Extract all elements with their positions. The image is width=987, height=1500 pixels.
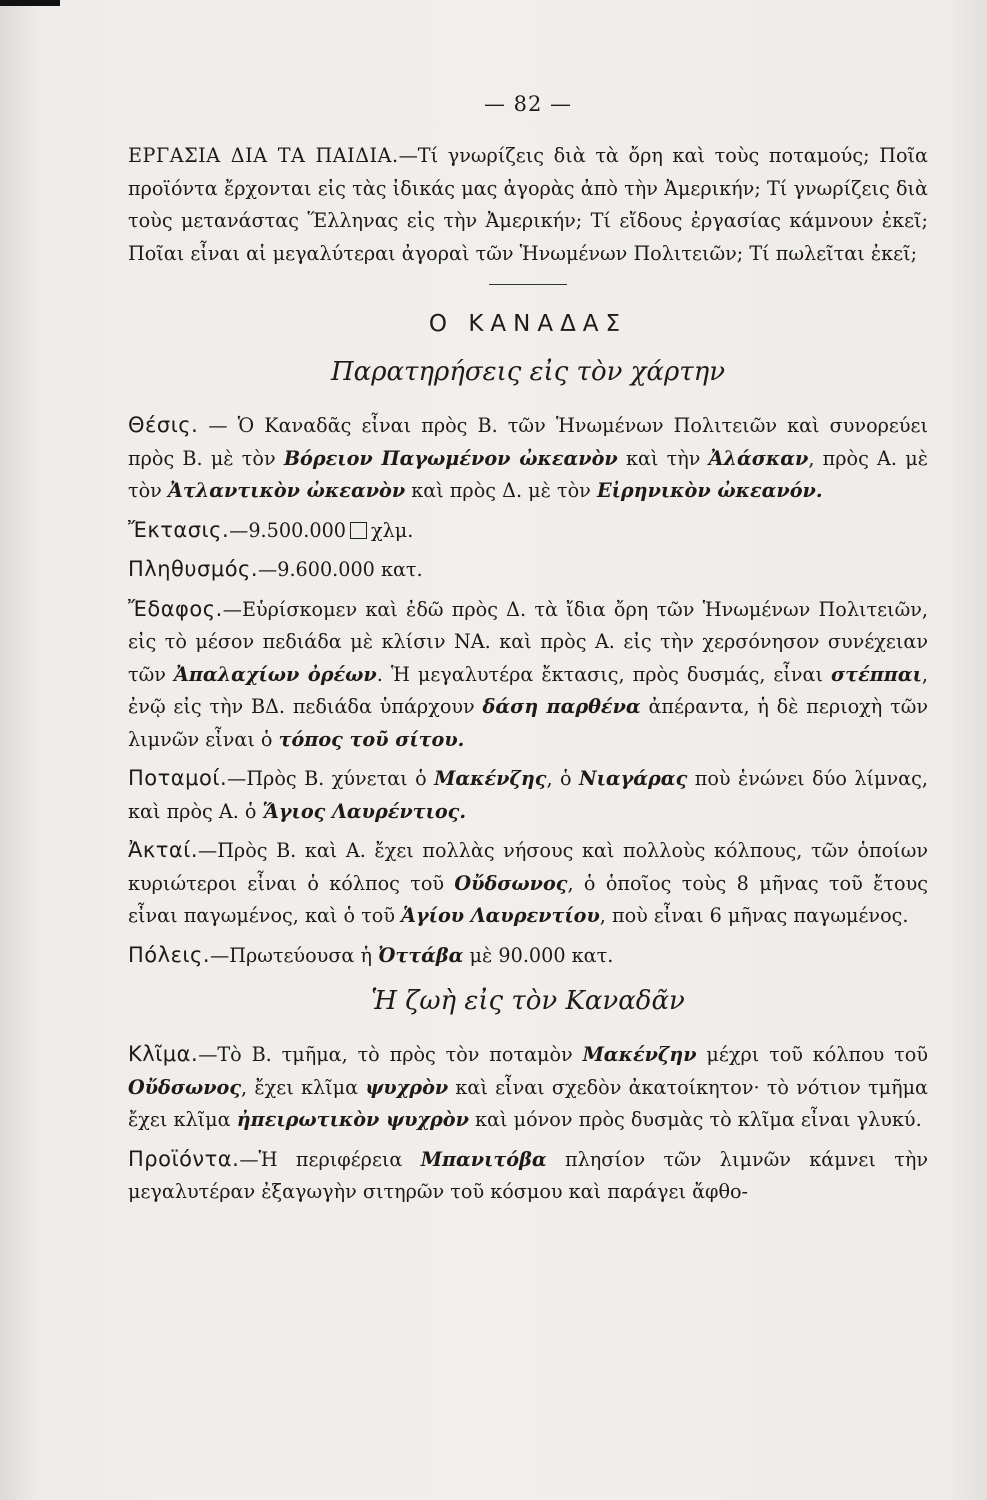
emphasis-run: δάση παρθένα [482, 695, 641, 718]
population-value: —9.600.000 κατ. [258, 558, 423, 581]
heading-population: Πληθυσμός. [128, 557, 259, 581]
square-symbol-icon [350, 522, 367, 539]
text-run: ἀπέραντα, ἡ δὲ περιοχὴ τῶν λιμνῶν εἶναι ὁ [128, 695, 929, 751]
paragraph-soil [128, 593, 928, 757]
heading-coasts: Ἀκταί. [128, 838, 199, 862]
heading-area: Ἔκτασις. [128, 517, 230, 542]
paragraph-rivers [128, 762, 928, 828]
heading-rivers: Ποταμοί. [128, 766, 228, 790]
emphasis-run: Ὀττάβα [378, 943, 464, 967]
text-run: —Εὑρίσκομεν καὶ ἐδῶ πρὸς Δ. τὰ ἴδια ὄρη τῶν Ἡνωμένων Πολιτειῶν, εἰς τὸ μέσον πεδιάδα μὲ κλίσιν ΝΑ. καὶ πρὸς Α. εἰς τὴν χερσόνησον συνέχειαν τῶν [128, 597, 928, 686]
subtitle-life-in-canada: Ἡ ζωὴ εἰς τὸν Καναδᾶν [371, 986, 685, 1016]
emphasis-run: Βόρειον Παγωμένον ὠκεανὸν [283, 446, 618, 470]
text-run: —Τὸ Β. τμῆμα, τὸ πρὸς τὸν ποταμὸν [198, 1043, 583, 1066]
text-run: μὲ 90.000 κατ. [463, 943, 614, 967]
emphasis-run: τόπος τοῦ σίτου. [278, 727, 465, 751]
emphasis-run: Ἀλάσκαν [708, 446, 809, 470]
text-run: ποὺ ἑνώνει δύο λίμνας, καὶ πρὸς Α. ὁ [128, 767, 928, 823]
paragraph-cities [128, 939, 928, 973]
text-run: , ἔχει κλῖμα [241, 1075, 366, 1099]
subtitle-map-observations: Παρατηρήσεις εἰς τὸν χάρτην [330, 357, 726, 387]
emphasis-run: ψυχρὸν [365, 1075, 449, 1099]
area-value: —9.500.000 [229, 518, 346, 542]
emphasis-run: Οὔδσωνος [454, 871, 568, 895]
emphasis-run: Ἁγίου Λαυρεντίου [401, 904, 600, 927]
paragraph-climate [128, 1038, 928, 1137]
heading-thesis: Θέσις. [128, 413, 199, 437]
section-title: Ο ΚΑΝΑΔΑΣ [428, 311, 628, 337]
text-run: , ὁ [546, 767, 580, 790]
heading-soil: Ἔδαφος. [128, 596, 223, 621]
paragraph-population [128, 553, 928, 587]
emphasis-run: Νιαγάρας [579, 767, 688, 790]
intro-paragraph [128, 140, 928, 270]
area-unit: χλμ. [371, 518, 414, 542]
emphasis-run: ἠπειρωτικὸν ψυχρὸν [236, 1108, 469, 1131]
emphasis-run: Μακένζης [434, 767, 547, 790]
intro-text: —Τί γνωρίζεις διὰ τὰ ὄρη καὶ τοὺς ποταμούς; Ποῖα προϊόντα ἔρχονται εἰς τὰς ἰδικάς μας ἀγορὰς ἀπὸ τὴν Ἀμερικήν; Τί γνωρίζεις διὰ τοὺς μετανάστας Ἕλληνας εἰς τὴν Ἀμερικήν; Τί εἴδους ἐργασίας κάμνουν ἐκεῖ; Ποῖαι εἶναι αἱ μεγαλύτεραι ἀγοραὶ τῶν Ἡνωμένων Πολιτειῶν; Τί πωλεῖται ἐκεῖ; [128, 144, 928, 265]
section-divider [489, 284, 567, 285]
emphasis-run: Ἀπαλαχίων ὀρέων [173, 662, 377, 686]
text-column [128, 92, 928, 1215]
text-run: . Ἡ μεγαλυτέρα ἔκτασις, πρὸς δυσμάς, εἶναι [376, 662, 832, 686]
emphasis-run: στέππαι [831, 662, 922, 686]
emphasis-run: Εἰρηνικὸν ὠκεανόν. [596, 479, 823, 502]
text-run: —Ἡ περιφέρεια [239, 1147, 421, 1171]
intro-lead: ΕΡΓΑΣΙΑ ΔΙΑ ΤΑ ΠΑΙΔΙΑ. [128, 144, 399, 167]
text-run: — Ὁ Καναδᾶς εἶναι πρὸς Β. τῶν Ἡνωμένων Πολιτειῶν καὶ συνορεύει πρὸς Β. μὲ τὸν [128, 414, 928, 470]
text-run: καὶ μόνον πρὸς δυσμὰς τὸ κλῖμα εἶναι γλυκύ. [468, 1108, 922, 1131]
emphasis-run: Ἅγιος Λαυρέντιος. [262, 799, 467, 823]
heading-products: Προϊόντα. [128, 1146, 240, 1171]
text-run: καὶ εἶναι σχεδὸν ἀκατοίκητον· τὸ νότιον τμῆμα ἔχει κλῖμα [128, 1075, 929, 1131]
text-run: , ἐνῷ εἰς τὴν ΒΔ. πεδιάδα ὑπάρχουν [128, 662, 929, 718]
emphasis-run: Ἀτλαντικὸν ὠκεανὸν [167, 479, 406, 502]
page-number: — 82 — [483, 92, 573, 116]
text-run: πλησίον τῶν λιμνῶν κάμνει τὴν μεγαλυτέραν ἐξαγωγὴν σιτηρῶν τοῦ κόσμου καὶ παράγει ἄφθο- [128, 1147, 928, 1203]
emphasis-run: Μπανιτόβα [420, 1147, 547, 1171]
text-run: καὶ τὴν [617, 446, 709, 470]
heading-cities: Πόλεις. [128, 942, 211, 967]
emphasis-run: Μακένζην [582, 1043, 697, 1066]
paragraph-thesis [128, 409, 928, 508]
paragraph-area [128, 514, 928, 548]
text-run: μέχρι τοῦ κόλπου τοῦ [696, 1043, 928, 1066]
text-run: —Πρὸς Β. χύνεται ὁ [227, 767, 435, 790]
paragraph-products [128, 1143, 928, 1209]
text-run: , ὁ ὁποῖος τοὺς 8 μῆνας τοῦ ἔτους εἶναι παγωμένος, καὶ ὁ τοῦ [128, 871, 928, 927]
text-run: , ποὺ εἶναι 6 μῆνας παγωμένος. [599, 904, 909, 927]
paragraph-coasts [128, 834, 928, 933]
text-run: καὶ πρὸς Δ. μὲ τὸν [405, 479, 597, 502]
text-run: —Πρὸς Β. καὶ Α. ἔχει πολλὰς νήσους καὶ πολλοὺς κόλπους, τῶν ὁποίων κυριώτεροι εἶναι ὁ κόλπος τοῦ [128, 839, 928, 895]
text-run: —Πρωτεύουσα ἡ [210, 943, 379, 967]
emphasis-run: Οὔδσωνος [128, 1075, 242, 1099]
text-run: , πρὸς Α. μὲ τὸν [128, 446, 928, 502]
heading-climate: Κλῖμα. [128, 1042, 199, 1066]
